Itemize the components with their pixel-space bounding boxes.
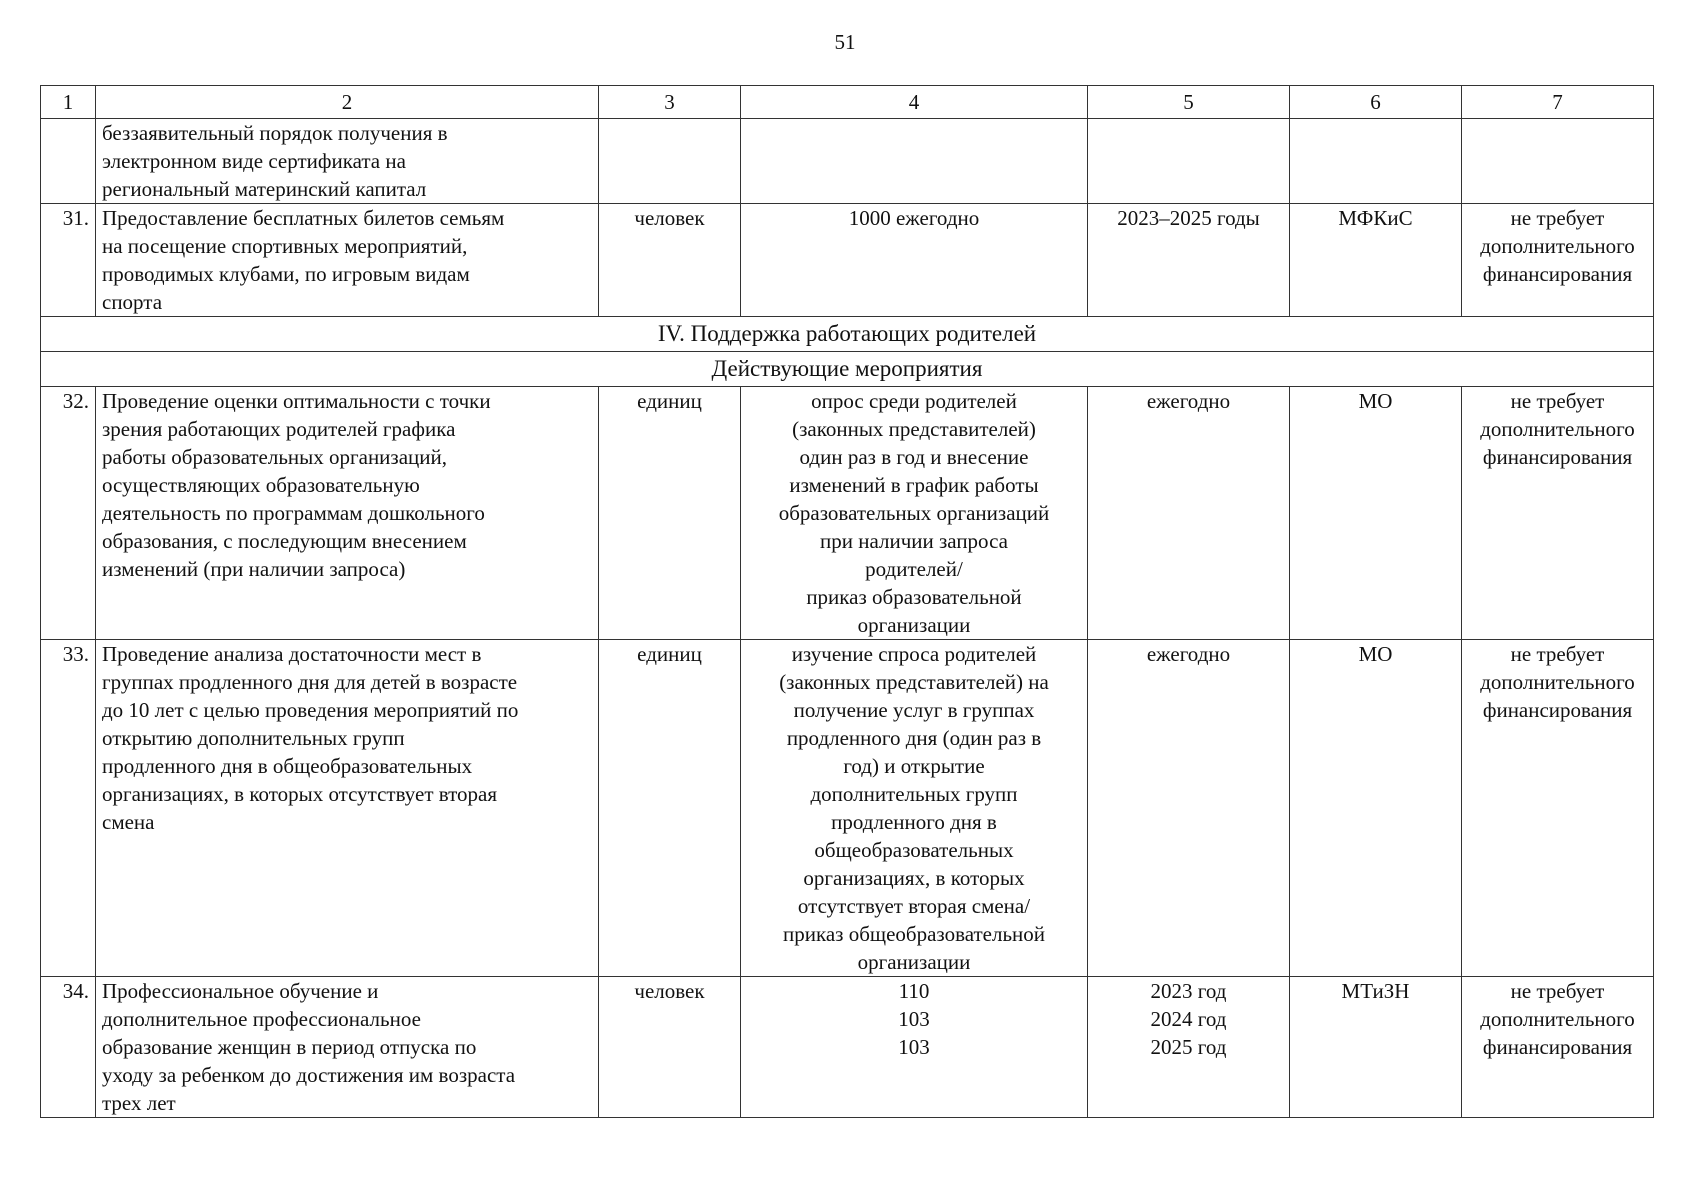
text-line: 110 — [898, 979, 930, 1003]
section-heading: IV. Поддержка работающих родителей — [41, 317, 1654, 352]
text-line: изменений в график работы — [789, 473, 1039, 497]
period-cell — [1088, 640, 1290, 977]
responsible-cell: МО — [1290, 387, 1462, 640]
text-line: дополнительное профессиональное — [102, 1007, 421, 1031]
text-line: не требует — [1510, 642, 1605, 666]
financing-cell — [1462, 119, 1654, 204]
text-line: 103 — [898, 1007, 930, 1031]
text-line: деятельность по программам дошкольного — [102, 501, 485, 525]
unit-cell: единиц — [599, 387, 741, 640]
text-line: изучение спроса родителей — [791, 642, 1037, 666]
section-heading-row — [41, 317, 1654, 352]
text-line: трех лет — [102, 1091, 176, 1115]
text-line: уходу за ребенком до достижения им возраста — [102, 1063, 516, 1087]
text-line: дополнительного — [1480, 1007, 1635, 1031]
text-line: беззаявительный порядок получения в — [102, 121, 448, 145]
subsection-heading-row — [41, 352, 1654, 387]
text-line: Профессиональное обучение и — [102, 979, 379, 1003]
column-number: 4 — [741, 86, 1088, 119]
subsection-heading: Действующие мероприятия — [41, 352, 1654, 387]
column-number: 7 — [1462, 86, 1654, 119]
row-number: 33. — [41, 640, 96, 977]
row-number: 34. — [41, 977, 96, 1118]
text-line: зрения работающих родителей графика — [102, 417, 456, 441]
text-line: отсутствует вторая смена/ — [797, 894, 1031, 918]
text-line: Проведение оценки оптимальности с точки — [102, 389, 491, 413]
indicator-cell — [741, 204, 1088, 317]
responsible-cell — [1290, 119, 1462, 204]
measure-description — [96, 640, 599, 977]
text-line: спорта — [102, 290, 163, 314]
unit-cell — [599, 119, 741, 204]
text-line: ежегодно — [1146, 642, 1231, 666]
text-line: дополнительного — [1480, 670, 1635, 694]
column-number: 3 — [599, 86, 741, 119]
measure-description — [96, 977, 599, 1118]
text-line: дополнительного — [1480, 234, 1635, 258]
text-line: региональный материнский капитал — [102, 177, 427, 201]
text-line: образовательных организаций — [778, 501, 1050, 525]
text-line: общеобразовательных — [814, 838, 1014, 862]
responsible-cell: МФКиС — [1290, 204, 1462, 317]
text-line: образования, с последующим внесением — [102, 529, 467, 553]
text-line: опрос среди родителей — [811, 389, 1017, 413]
period-cell — [1088, 119, 1290, 204]
row-number: 31. — [41, 204, 96, 317]
text-line: изменений (при наличии запроса) — [102, 557, 406, 581]
period-cell — [1088, 387, 1290, 640]
text-line: год) и открытие — [843, 754, 985, 778]
unit-cell: человек — [599, 977, 741, 1118]
text-line: 2024 год — [1150, 1007, 1227, 1031]
column-number: 6 — [1290, 86, 1462, 119]
text-line: продленного дня в общеобразовательных — [102, 754, 473, 778]
responsible-cell: МО — [1290, 640, 1462, 977]
text-line: не требует — [1510, 389, 1605, 413]
text-line: родителей/ — [865, 557, 963, 581]
indicator-cell — [741, 387, 1088, 640]
text-line: 2023 год — [1150, 979, 1227, 1003]
text-line: 103 — [898, 1035, 930, 1059]
text-line: образование женщин в период отпуска по — [102, 1035, 477, 1059]
text-line: организации — [857, 950, 971, 974]
text-line: приказ общеобразовательной — [782, 922, 1046, 946]
text-line: 2023–2025 годы — [1117, 206, 1260, 230]
responsible-cell: МТиЗН — [1290, 977, 1462, 1118]
financing-cell — [1462, 387, 1654, 640]
text-line: финансирования — [1482, 698, 1633, 722]
indicator-cell — [741, 119, 1088, 204]
text-line: организациях, в которых отсутствует вторая — [102, 782, 498, 806]
financing-cell — [1462, 640, 1654, 977]
text-line: открытию дополнительных групп — [102, 726, 405, 750]
page-number: 51 — [834, 30, 856, 54]
text-line: Предоставление бесплатных билетов семьям — [102, 206, 505, 230]
column-number-row — [41, 86, 1654, 119]
text-line: дополнительных групп — [810, 782, 1018, 806]
text-line: организации — [857, 613, 971, 637]
text-line: электронном виде сертификата на — [102, 149, 406, 173]
text-line: группах продленного дня для детей в возрасте — [102, 670, 518, 694]
table-row — [41, 387, 1654, 640]
text-line: Проведение анализа достаточности мест в — [102, 642, 482, 666]
text-line: финансирования — [1482, 1035, 1633, 1059]
table-row — [41, 640, 1654, 977]
text-line: до 10 лет с целью проведения мероприятий по — [102, 698, 519, 722]
unit-cell: единиц — [599, 640, 741, 977]
period-cell — [1088, 977, 1290, 1118]
row-number — [41, 119, 96, 204]
text-line: ежегодно — [1146, 389, 1231, 413]
table-row — [41, 204, 1654, 317]
table-row — [41, 119, 1654, 204]
financing-cell — [1462, 204, 1654, 317]
text-line: (законных представителей) на — [779, 670, 1049, 694]
text-line: 1000 ежегодно — [848, 206, 980, 230]
indicator-cell — [741, 977, 1088, 1118]
text-line: не требует — [1510, 979, 1605, 1003]
column-number: 5 — [1088, 86, 1290, 119]
text-line: финансирования — [1482, 262, 1633, 286]
indicator-cell — [741, 640, 1088, 977]
text-line: финансирования — [1482, 445, 1633, 469]
period-cell — [1088, 204, 1290, 317]
row-number: 32. — [41, 387, 96, 640]
text-line: осуществляющих образовательную — [102, 473, 420, 497]
text-line: дополнительного — [1480, 417, 1635, 441]
text-line: продленного дня (один раз в — [786, 726, 1042, 750]
measure-description — [96, 119, 599, 204]
measures-table — [40, 85, 1654, 1118]
measure-description — [96, 387, 599, 640]
column-number: 2 — [96, 86, 599, 119]
text-line: (законных представителей) — [792, 417, 1036, 441]
text-line: смена — [102, 810, 155, 834]
text-line: на посещение спортивных мероприятий, — [102, 234, 468, 258]
text-line: продленного дня в — [831, 810, 997, 834]
unit-cell: человек — [599, 204, 741, 317]
text-line: приказ образовательной — [806, 585, 1022, 609]
text-line: не требует — [1510, 206, 1605, 230]
financing-cell — [1462, 977, 1654, 1118]
text-line: организациях, в которых — [803, 866, 1025, 890]
text-line: один раз в год и внесение — [799, 445, 1029, 469]
text-line: работы образовательных организаций, — [102, 445, 448, 469]
measure-description — [96, 204, 599, 317]
column-number: 1 — [41, 86, 96, 119]
text-line: проводимых клубами, по игровым видам — [102, 262, 470, 286]
text-line: получение услуг в группах — [793, 698, 1035, 722]
text-line: при наличии запроса — [820, 529, 1008, 553]
table-row — [41, 977, 1654, 1118]
text-line: 2025 год — [1150, 1035, 1227, 1059]
